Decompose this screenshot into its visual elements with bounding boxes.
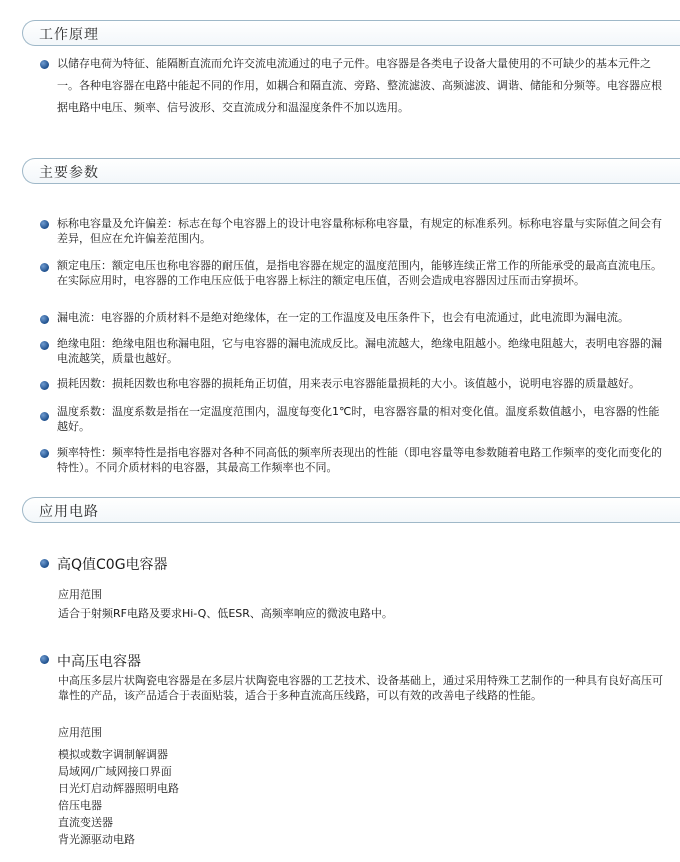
list-item: 日光灯启动辉器照明电路 (58, 782, 179, 795)
hv-text: 中高压多层片状陶瓷电容器是在多层片状陶瓷电容器的工艺技术、设备基础上，通过采用特殊工艺制作的一种具有良好高压可靠性的产品，该产品适合于表面贴装，适合于多种直流高压线路，可以有效的改善电子线路的性能。 (58, 674, 663, 702)
section-header-principle (22, 20, 680, 46)
list-item: 直流变送器 (58, 816, 113, 829)
section-title: 应用电路 (39, 504, 99, 520)
param-item: 额定电压：额定电压也称电容器的耐压值，是指电容器在规定的温度范围内，能够连续正常工作的所能承受的最高直流电压。在实际应用时，电容器的工作电压应低于电容器上标注的额定电压值，否则会造成电容器因过压而击穿损坏。 (57, 259, 662, 287)
param-item: 漏电流：电容器的介质材料不是绝对绝缘体，在一定的工作温度及电压条件下，也会有电流通过，此电流即为漏电流。 (57, 311, 629, 324)
bullet-icon (40, 412, 49, 421)
highq-heading: 高Q值C0G电容器 (57, 557, 168, 573)
section-title: 主要参数 (39, 165, 99, 181)
hv-range-label: 应用范围 (58, 726, 102, 739)
bullet-icon (40, 263, 49, 272)
section-header-apps (22, 497, 680, 523)
param-item: 标称电容量及允许偏差：标志在每个电容器上的设计电容量称标称电容量，有规定的标准系列。标称电容量与实际值之间会有差异，但应在允许偏差范围内。 (57, 217, 662, 245)
bullet-icon (40, 449, 49, 458)
param-item: 绝缘电阻：绝缘电阻也称漏电阻，它与电容器的漏电流成反比。漏电流越大，绝缘电阻越小。绝缘电阻越大，表明电容器的漏电流越笑，质量也越好。 (57, 337, 662, 365)
section-header-params (22, 158, 680, 184)
list-item: 局域网/广域网接口界面 (58, 765, 172, 778)
hv-range-list (58, 746, 179, 848)
bullet-icon (40, 381, 49, 390)
bullet-icon (40, 220, 49, 229)
bullet-icon (40, 60, 49, 69)
bullet-icon (40, 341, 49, 350)
param-item: 损耗因数：损耗因数也称电容器的损耗角正切值，用来表示电容器能量损耗的大小。该值越小，说明电容器的质量越好。 (57, 377, 640, 390)
param-item: 频率特性：频率特性是指电容器对各种不同高低的频率所表现出的性能（即电容量等电参数随着电路工作频率的变化而变化的特性）。不同介质材料的电容器，其最高工作频率也不同。 (57, 446, 662, 474)
list-item: 背光源驱动电路 (58, 833, 135, 846)
bullet-icon (40, 315, 49, 324)
bullet-icon (40, 655, 49, 664)
highq-range-label: 应用范围 (58, 588, 102, 601)
list-item: 模拟或数字调制解调器 (58, 748, 168, 761)
bullet-icon (40, 559, 49, 568)
param-item: 温度系数：温度系数是指在一定温度范围内，温度每变化1℃时，电容器容量的相对变化值。温度系数值越小，电容器的性能越好。 (57, 405, 660, 433)
principle-text: 以储存电荷为特征、能隔断直流而允许交流电流通过的电子元件。电容器是各类电子设备大量使用的不可缺少的基本元件之一。各种电容器在电路中能起不同的作用，如耦合和隔直流、旁路、整流滤波、高频滤波、调谐、储能和分频等。电容器应根据电路中电压、频率、信号波形、交直流成分和温湿度条件不加以选用。 (57, 57, 662, 114)
list-item: 倍压电器 (58, 799, 102, 812)
hv-heading: 中高压电容器 (57, 654, 141, 670)
section-title: 工作原理 (39, 27, 99, 43)
highq-range-text: 适合于射频RF电路及要求Hi-Q、低ESR、高频率响应的微波电路中。 (58, 607, 393, 620)
